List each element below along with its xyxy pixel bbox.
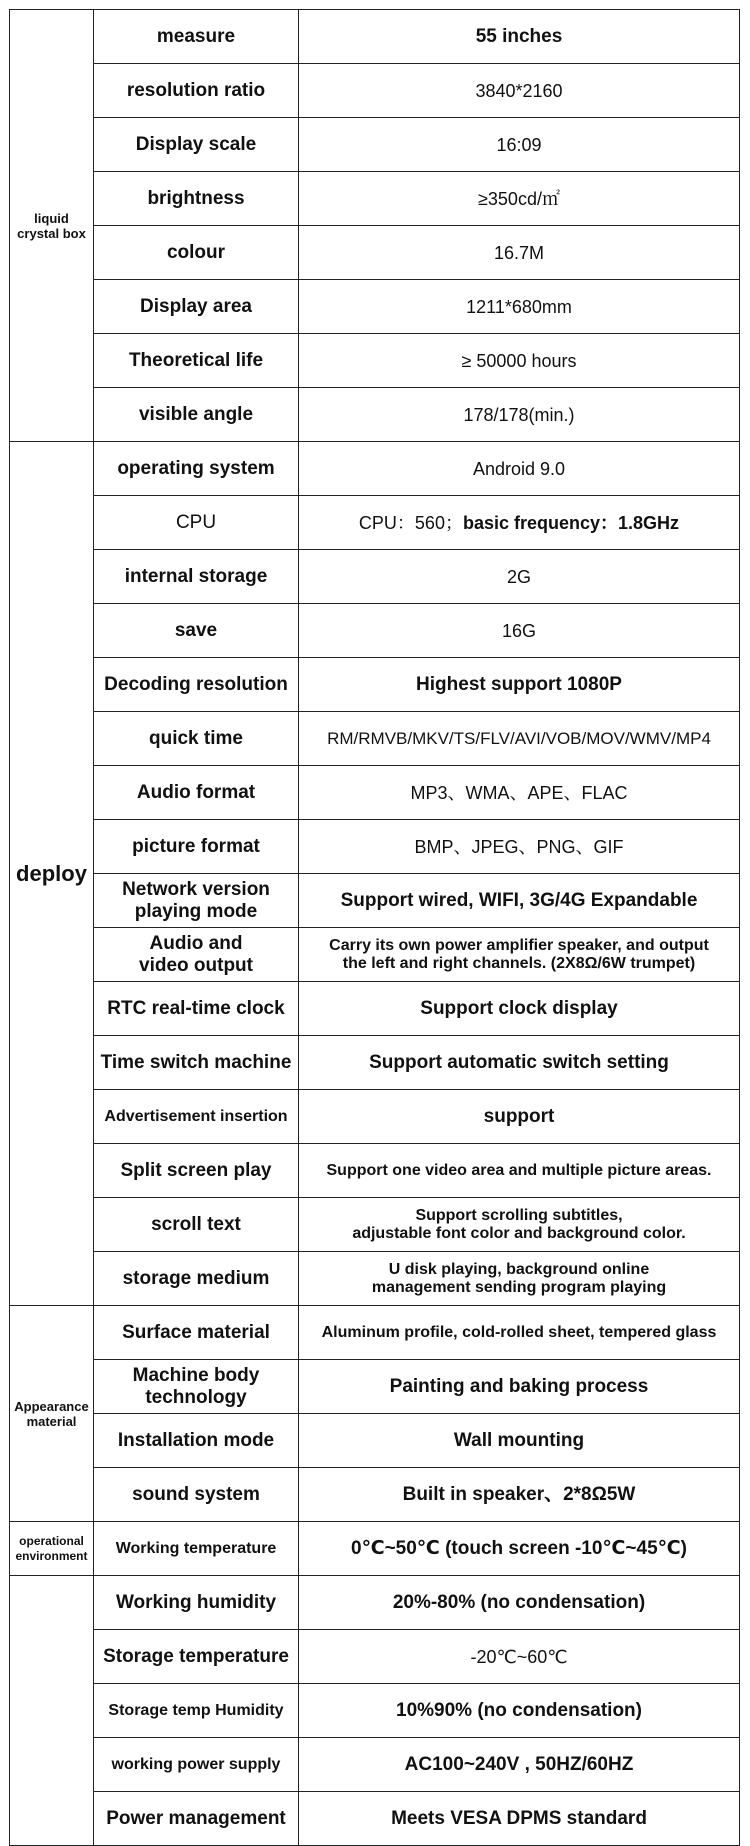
value-working-power-supply: AC100~240V , 50HZ/60HZ (299, 1738, 740, 1792)
label-network-playing-mode (94, 874, 299, 928)
table-row (10, 1360, 740, 1414)
label-measure: measure (94, 10, 299, 64)
table-row (10, 10, 740, 64)
table-row (10, 172, 740, 226)
table-row (10, 334, 740, 388)
label-rtc-clock: RTC real-time clock (94, 982, 299, 1036)
value-working-humidity: 20%-80% (no condensation) (299, 1576, 740, 1630)
value-scroll-text (299, 1198, 740, 1252)
table-row (10, 1468, 740, 1522)
table-row (10, 1738, 740, 1792)
label-body-line-2: technology (145, 1386, 247, 1408)
value-time-switch: Support automatic switch setting (299, 1036, 740, 1090)
table-row (10, 712, 740, 766)
label-ad-insertion: Advertisement insertion (94, 1090, 299, 1144)
label-surface-material: Surface material (94, 1306, 299, 1360)
table-row (10, 604, 740, 658)
table-row (10, 442, 740, 496)
value-network-playing-mode: Support wired, WIFI, 3G/4G Expandable (299, 874, 740, 928)
value-ad-insertion: support (299, 1090, 740, 1144)
label-save: save (94, 604, 299, 658)
value-resolution-ratio: 3840*2160 (299, 64, 740, 118)
label-installation-mode: Installation mode (94, 1414, 299, 1468)
label-body-technology (94, 1360, 299, 1414)
label-cpu: CPU (94, 496, 299, 550)
label-audio-format: Audio format (94, 766, 299, 820)
table-row (10, 280, 740, 334)
label-display-area: Display area (94, 280, 299, 334)
value-rtc-clock: Support clock display (299, 982, 740, 1036)
table-row (10, 658, 740, 712)
label-working-temperature: Working temperature (94, 1522, 299, 1576)
value-body-technology: Painting and baking process (299, 1360, 740, 1414)
label-power-management: Power management (94, 1792, 299, 1846)
table-row (10, 820, 740, 874)
value-installation-mode: Wall mounting (299, 1414, 740, 1468)
value-save: 16G (299, 604, 740, 658)
label-sound-system: sound system (94, 1468, 299, 1522)
table-row (10, 1414, 740, 1468)
table-row (10, 226, 740, 280)
label-resolution-ratio: resolution ratio (94, 64, 299, 118)
table-row (10, 1522, 740, 1576)
table-row (10, 1792, 740, 1846)
table-row (10, 1198, 740, 1252)
value-colour: 16.7M (299, 226, 740, 280)
value-surface-material: Aluminum profile, cold-rolled sheet, tempered glass (299, 1306, 740, 1360)
label-network-line-2: playing mode (134, 900, 258, 922)
value-cpu (299, 496, 740, 550)
table-row (10, 118, 740, 172)
label-display-scale: Display scale (94, 118, 299, 172)
value-storage-line-2: management sending program playing (371, 1278, 667, 1296)
value-picture-format: BMP、JPEG、PNG、GIF (299, 820, 740, 874)
value-brightness: ≥350cd/㎡ (299, 172, 740, 226)
label-decoding-resolution: Decoding resolution (94, 658, 299, 712)
table-row (10, 874, 740, 928)
value-display-area: 1211*680mm (299, 280, 740, 334)
value-decoding-resolution: Highest support 1080P (299, 658, 740, 712)
group-liquid-crystal-box: liquid crystal box (10, 10, 94, 442)
value-display-scale: 16:09 (299, 118, 740, 172)
table-row (10, 982, 740, 1036)
group-empty-cell (10, 1576, 94, 1846)
table-row (10, 1576, 740, 1630)
label-operating-system: operating system (94, 442, 299, 496)
table-row (10, 1684, 740, 1738)
value-operating-system: Android 9.0 (299, 442, 740, 496)
table-row (10, 1090, 740, 1144)
value-storage-humidity: 10%90% (no condensation) (299, 1684, 740, 1738)
value-split-screen: Support one video area and multiple picture areas. (299, 1144, 740, 1198)
spec-table (9, 9, 740, 1846)
table-row (10, 550, 740, 604)
label-network-line-1: Network version (122, 878, 270, 900)
label-time-switch: Time switch machine (94, 1036, 299, 1090)
table-row (10, 1036, 740, 1090)
table-row (10, 496, 740, 550)
value-storage-medium (299, 1252, 740, 1306)
table-row (10, 1630, 740, 1684)
value-av-line-1: Carry its own power amplifier speaker, and output (329, 936, 709, 954)
value-sound-system: Built in speaker、2*8Ω5W (299, 1468, 740, 1522)
label-brightness: brightness (94, 172, 299, 226)
value-cpu-frequency: basic frequency：1.8GHz (462, 512, 680, 533)
label-body-line-1: Machine body (132, 1364, 260, 1386)
table-row (10, 1306, 740, 1360)
value-internal-storage: 2G (299, 550, 740, 604)
label-split-screen: Split screen play (94, 1144, 299, 1198)
group-appearance-material: Appearance material (10, 1306, 94, 1522)
label-internal-storage: internal storage (94, 550, 299, 604)
value-scroll-line-2: adjustable font color and background color. (352, 1224, 686, 1242)
label-quick-time: quick time (94, 712, 299, 766)
value-av-line-2: the left and right channels. (2X8Ω/6W trumpet) (342, 954, 696, 972)
label-av-line-2: video output (139, 954, 253, 976)
value-theoretical-life: ≥ 50000 hours (299, 334, 740, 388)
table-row (10, 388, 740, 442)
label-storage-medium: storage medium (94, 1252, 299, 1306)
value-audio-format: MP3、WMA、APE、FLAC (299, 766, 740, 820)
value-storage-line-1: U disk playing, background online (388, 1260, 650, 1278)
value-visible-angle: 178/178(min.) (299, 388, 740, 442)
label-storage-temperature: Storage temperature (94, 1630, 299, 1684)
group-deploy: deploy (10, 442, 94, 1306)
value-quick-time: RM/RMVB/MKV/TS/FLV/AVI/VOB/MOV/WMV/MP4 (299, 712, 740, 766)
value-working-temperature: 0℃~50℃ (touch screen -10℃~45℃) (299, 1522, 740, 1576)
label-storage-humidity: Storage temp Humidity (94, 1684, 299, 1738)
table-row (10, 928, 740, 982)
label-theoretical-life: Theoretical life (94, 334, 299, 388)
group-operational-environment: operational environment (10, 1522, 94, 1576)
value-power-management: Meets VESA DPMS standard (299, 1792, 740, 1846)
label-av-line-1: Audio and (149, 932, 243, 954)
value-scroll-line-1: Support scrolling subtitles, (415, 1206, 623, 1224)
label-colour: colour (94, 226, 299, 280)
label-working-humidity: Working humidity (94, 1576, 299, 1630)
table-row (10, 64, 740, 118)
label-working-power-supply: working power supply (94, 1738, 299, 1792)
value-measure: 55 inches (299, 10, 740, 64)
label-av-output (94, 928, 299, 982)
table-row (10, 1144, 740, 1198)
label-visible-angle: visible angle (94, 388, 299, 442)
value-cpu-model: CPU：560； (358, 512, 463, 533)
label-scroll-text: scroll text (94, 1198, 299, 1252)
table-row (10, 766, 740, 820)
value-av-output (299, 928, 740, 982)
table-row (10, 1252, 740, 1306)
label-picture-format: picture format (94, 820, 299, 874)
value-storage-temperature: -20℃~60℃ (299, 1630, 740, 1684)
